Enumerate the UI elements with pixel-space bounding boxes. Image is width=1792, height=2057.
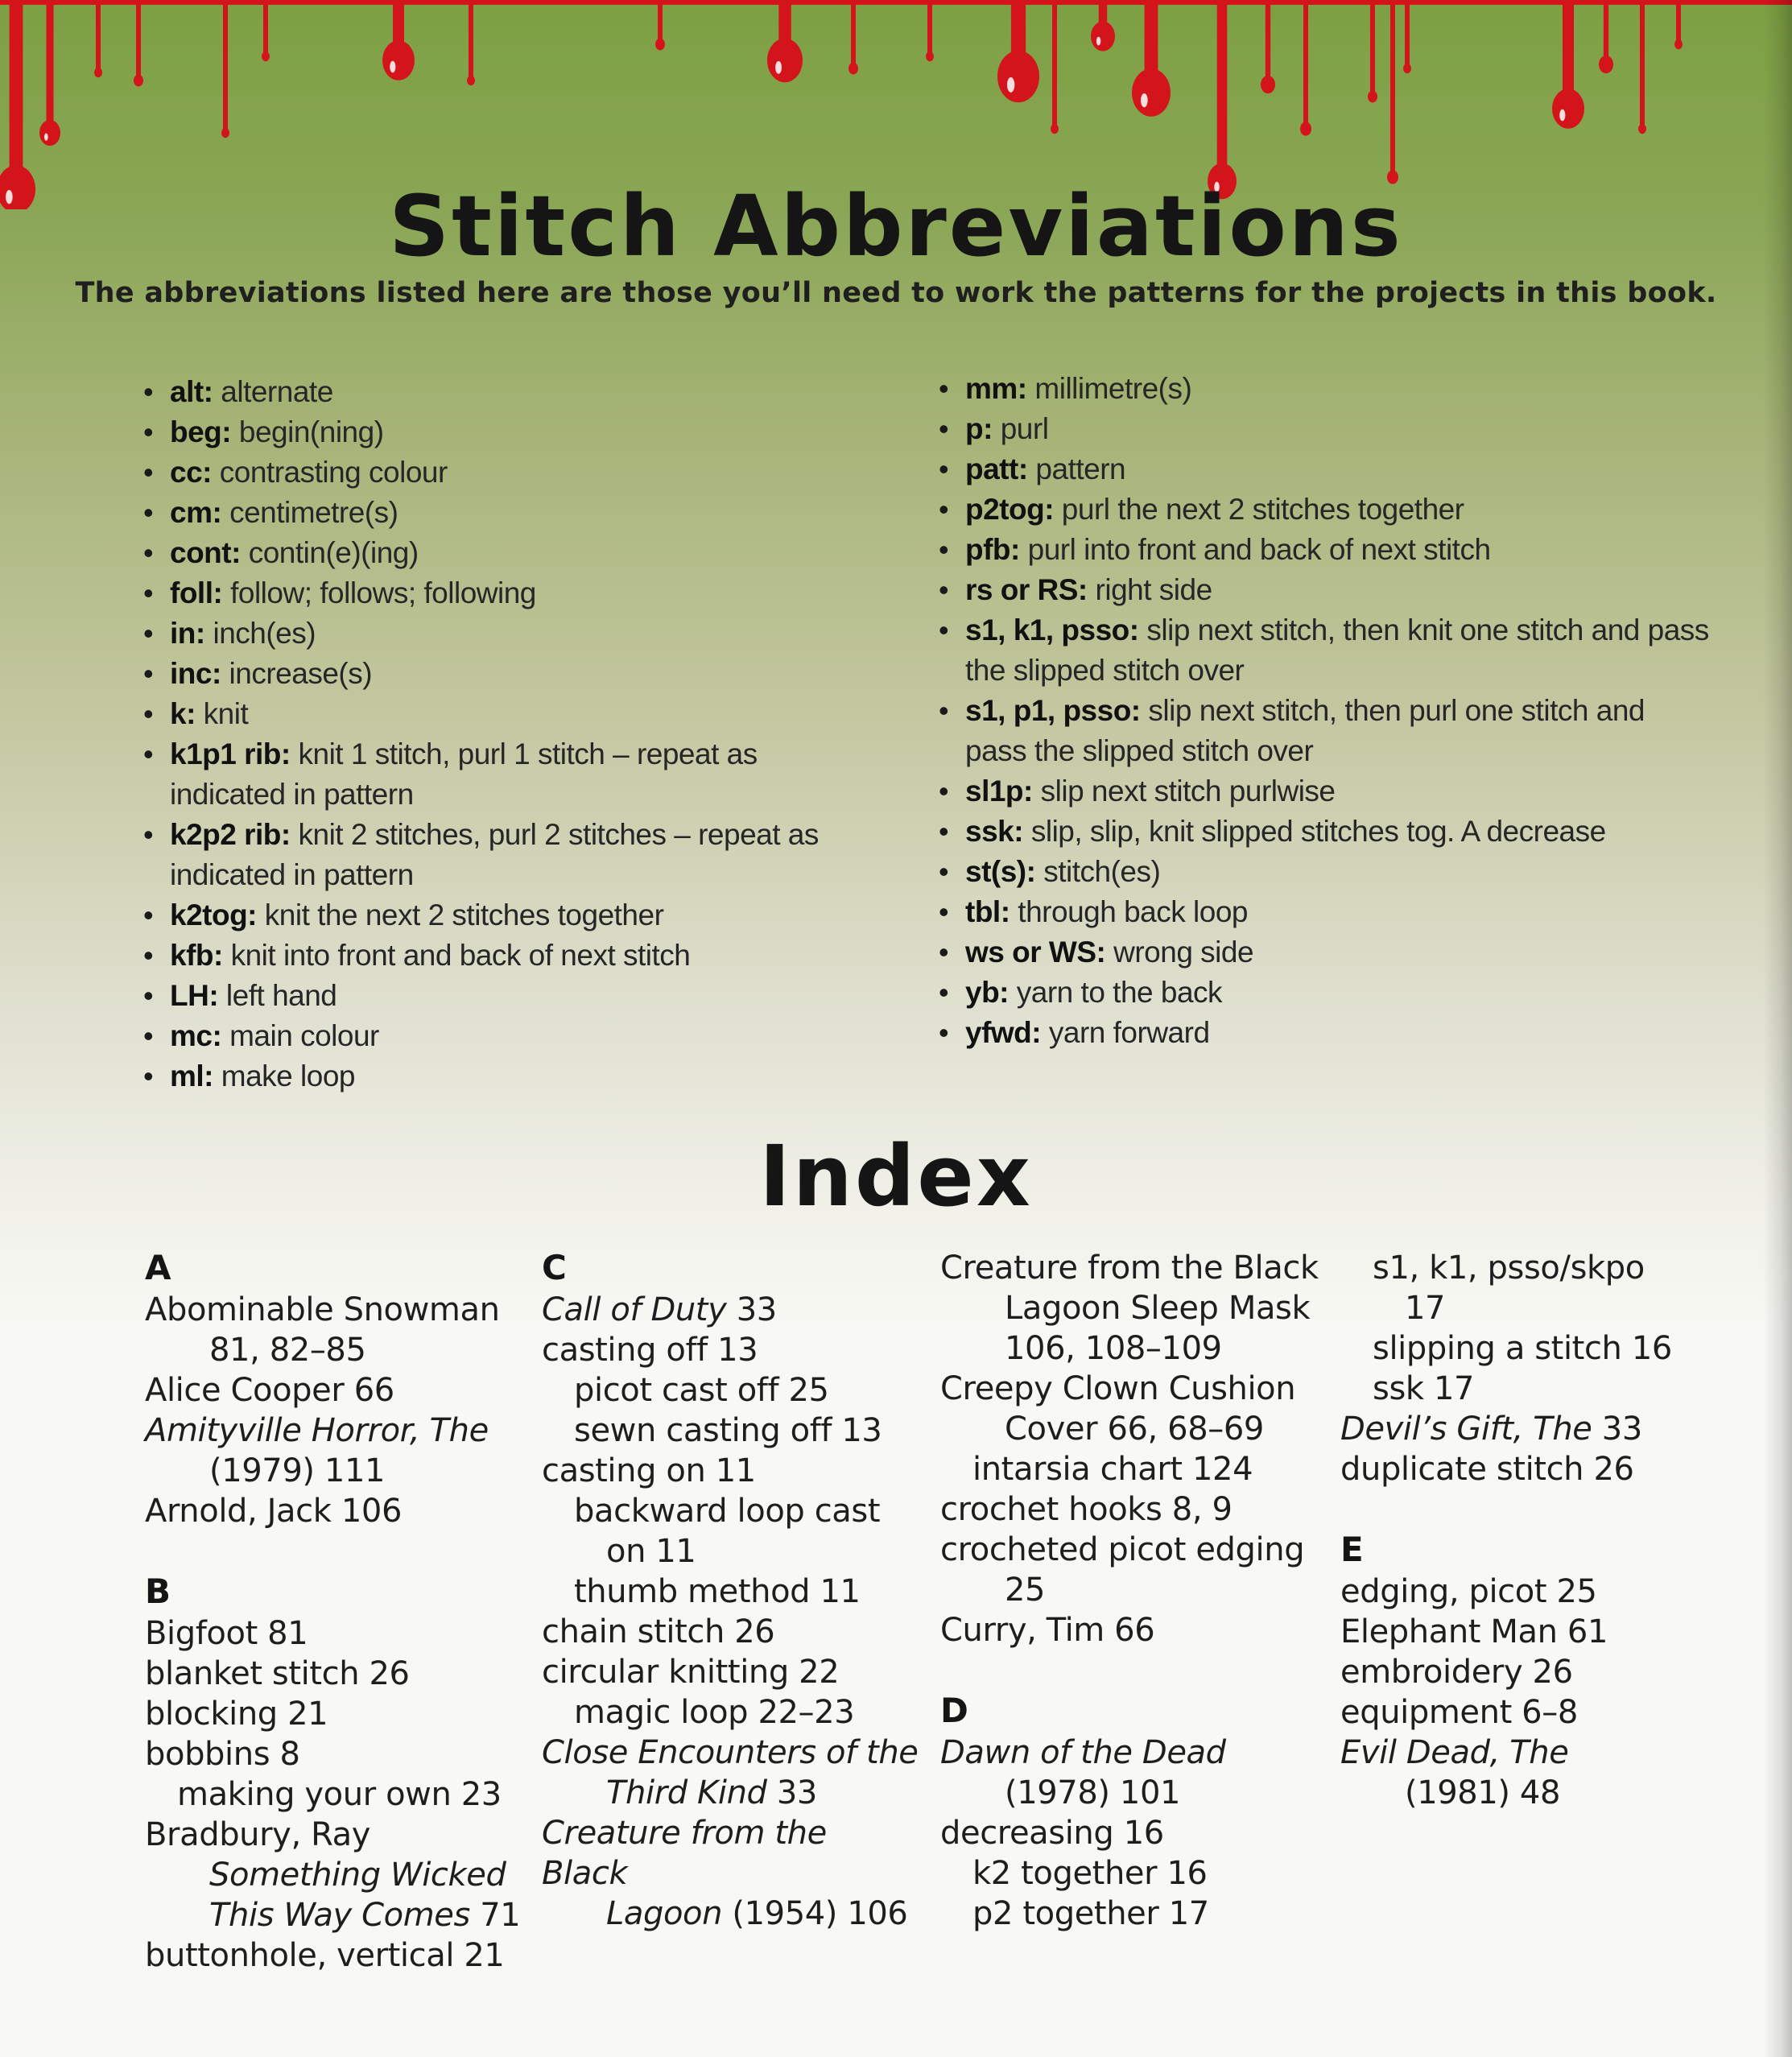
abbreviation-term: cc: <box>170 456 212 489</box>
abbreviation-definition: purl the next 2 stitches together <box>1054 493 1464 526</box>
index-entry-text: p2 together 17 <box>972 1895 1209 1932</box>
index-letter-heading: E <box>1340 1530 1364 1569</box>
abbreviation-definition: increase(s) <box>221 657 373 690</box>
abbreviation-item <box>143 734 852 815</box>
index-entry <box>542 1491 920 1531</box>
index-entry-text: 81, 82–85 <box>209 1332 366 1369</box>
index-entry <box>145 1774 523 1815</box>
abbreviation-definition: main colour <box>221 1019 379 1052</box>
abbreviation-item <box>939 489 1711 530</box>
index-entry-text: Bigfoot 81 <box>145 1615 308 1652</box>
index-entry-title: Dawn of the Dead <box>940 1734 1226 1771</box>
abbreviation-definition: slip next stitch purlwise <box>1032 774 1336 808</box>
abbreviation-term: k2p2 rib: <box>170 818 291 851</box>
abbreviation-item <box>143 1056 852 1097</box>
index-entry <box>542 1652 920 1692</box>
abbreviation-term: sl1p: <box>965 774 1033 808</box>
index-entry-text: (1981) 48 <box>1405 1774 1561 1811</box>
index-entry <box>145 1411 523 1451</box>
index-entry-title: Creature from the Black <box>542 1815 827 1892</box>
index-entry-text: duplicate stitch 26 <box>1340 1451 1634 1488</box>
index-entry <box>145 1694 523 1734</box>
index-entry-text: Cover 66, 68–69 <box>1005 1411 1264 1448</box>
abbreviation-term: s1, p1, psso: <box>965 694 1141 727</box>
index-entry-title: This Way Comes <box>209 1897 470 1934</box>
index-entry-text: 33 <box>726 1291 777 1328</box>
index-entry-text: thumb method 11 <box>574 1573 861 1610</box>
index-entry <box>940 1328 1319 1369</box>
blood-drip <box>1261 0 1275 93</box>
index-spacer <box>940 1650 1319 1691</box>
abbreviation-item <box>939 892 1711 932</box>
index-entry <box>940 1489 1319 1530</box>
abbreviation-term: k: <box>170 697 196 730</box>
blood-drip <box>467 0 475 85</box>
index-entry <box>542 1370 920 1411</box>
abbreviation-item <box>939 973 1711 1013</box>
abbreviations-list-right <box>939 369 1711 1053</box>
abbreviation-item <box>939 449 1711 489</box>
abbreviation-definition: millimetre(s) <box>1026 372 1192 405</box>
blood-drip <box>1368 0 1377 102</box>
abbreviations-title: Stitch Abbreviations <box>389 177 1403 275</box>
abbreviation-term: ml: <box>170 1059 213 1093</box>
index-entry <box>542 1733 920 1773</box>
abbreviation-definition: alternate <box>213 375 333 408</box>
abbreviations-subtitle: The abbreviations listed here are those you’ll need to work the patterns for the projects in this book. <box>75 277 1717 309</box>
index-letter-heading: D <box>940 1691 968 1730</box>
index-entry-text: k2 together 16 <box>972 1855 1208 1892</box>
abbreviation-term: cm: <box>170 496 222 529</box>
abbreviation-term: p: <box>965 412 993 445</box>
abbreviation-item <box>143 1016 852 1056</box>
abbreviation-definition: pattern <box>1027 452 1126 485</box>
index-entry-text: s1, k1, psso/skpo <box>1373 1249 1645 1287</box>
index-entry-text: 33 <box>766 1774 817 1811</box>
abbreviation-term: yfwd: <box>965 1016 1042 1049</box>
index-entry <box>542 1572 920 1612</box>
blood-drip <box>997 0 1039 102</box>
blood-drip <box>1638 0 1646 134</box>
abbreviations-list-left <box>143 372 852 1097</box>
index-entry-text: Alice Cooper 66 <box>145 1372 394 1409</box>
index-spacer <box>145 1531 523 1572</box>
index-entry <box>542 1290 920 1330</box>
blood-drip <box>39 0 60 146</box>
index-entry <box>940 1894 1319 1934</box>
index-entry <box>940 1813 1319 1853</box>
index-column-3 <box>940 1248 1319 1934</box>
abbreviation-item <box>939 530 1711 570</box>
index-entry-title: Something Wicked <box>209 1857 506 1894</box>
index-entry <box>145 1654 523 1694</box>
index-entry-text: Bradbury, Ray <box>145 1816 370 1853</box>
index-entry-text: 25 <box>1005 1572 1046 1609</box>
index-entry-title: Third Kind <box>606 1774 767 1811</box>
blood-drip <box>655 0 665 50</box>
index-entry <box>940 1369 1319 1409</box>
index-entry-text: casting off 13 <box>542 1332 758 1369</box>
abbreviation-item <box>939 932 1711 973</box>
abbreviation-item <box>939 691 1711 771</box>
index-entry-text: circular knitting 22 <box>542 1654 840 1691</box>
index-entry-text: making your own 23 <box>177 1776 502 1813</box>
abbreviation-item <box>143 452 852 493</box>
abbreviation-item <box>939 570 1711 610</box>
abbreviation-definition: purl into front and back of next stitch <box>1019 533 1491 566</box>
abbreviation-item <box>143 412 852 452</box>
abbreviation-definition: knit 2 stitches, purl 2 stitches – repeat as indicated in pattern <box>170 818 819 891</box>
blood-drip <box>849 0 858 74</box>
index-entry-text: crocheted picot edging <box>940 1531 1305 1568</box>
abbreviation-term: k2tog: <box>170 898 257 931</box>
index-entry-text: magic loop 22–23 <box>574 1694 855 1731</box>
abbreviation-term: beg: <box>170 415 232 448</box>
index-entry-title: Amityville Horror, The <box>145 1412 489 1449</box>
blood-drip-edge <box>0 0 1792 5</box>
abbreviation-term: ssk: <box>965 815 1024 848</box>
abbreviation-term: yb: <box>965 976 1009 1009</box>
abbreviation-item <box>143 694 852 734</box>
abbreviation-definition: through back loop <box>1010 895 1248 928</box>
index-entry <box>145 1370 523 1411</box>
abbreviation-item <box>143 895 852 936</box>
index-entry <box>542 1773 920 1813</box>
abbreviation-term: k1p1 rib: <box>170 737 291 770</box>
abbreviation-term: ws or WS: <box>965 936 1106 969</box>
abbreviation-term: rs or RS: <box>965 573 1088 606</box>
abbreviation-term: in: <box>170 617 205 650</box>
index-entry <box>145 1855 523 1895</box>
abbreviation-definition: knit 1 stitch, purl 1 stitch – repeat as indicated in pattern <box>170 737 758 811</box>
index-entry-text: intarsia chart 124 <box>972 1451 1253 1488</box>
index-entry-text: embroidery 26 <box>1340 1654 1573 1691</box>
index-entry <box>542 1411 920 1451</box>
index-entry <box>1340 1449 1719 1489</box>
abbreviation-item <box>143 493 852 533</box>
index-entry-text: (1954) 106 <box>722 1895 908 1932</box>
index-entry-text: decreasing 16 <box>940 1815 1164 1852</box>
index-entry <box>145 1935 523 1976</box>
abbreviation-definition: slip, slip, knit slipped stitches tog. A decrease <box>1023 815 1606 848</box>
index-entry <box>940 1570 1319 1610</box>
abbreviation-term: tbl: <box>965 895 1010 928</box>
index-entry-text: bobbins 8 <box>145 1736 300 1773</box>
abbreviation-term: alt: <box>170 375 213 408</box>
index-letter-heading: C <box>542 1248 567 1287</box>
index-entry-text: buttonhole, vertical 21 <box>145 1937 505 1974</box>
index-entry-text: blocking 21 <box>145 1696 328 1733</box>
index-entry-text: casting on 11 <box>542 1452 756 1489</box>
abbreviation-item <box>143 815 852 895</box>
index-entry-text: slipping a stitch 16 <box>1373 1330 1672 1367</box>
abbreviation-definition: knit the next 2 stitches together <box>257 898 664 931</box>
index-entry-text: Elephant Man 61 <box>1340 1613 1608 1650</box>
abbreviation-item <box>143 936 852 976</box>
blood-drip <box>1674 0 1683 49</box>
abbreviation-item <box>939 812 1711 852</box>
index-entry <box>145 1815 523 1855</box>
abbreviation-term: st(s): <box>965 855 1036 888</box>
index-entry-text: Arnold, Jack 106 <box>145 1493 402 1530</box>
index-entry <box>542 1330 920 1370</box>
index-title: Index <box>759 1127 1033 1225</box>
index-entry-text: backward loop cast <box>574 1493 881 1530</box>
index-entry-text: (1978) 101 <box>1005 1774 1181 1811</box>
index-entry <box>940 1449 1319 1489</box>
index-entry-title: Call of Duty <box>542 1291 727 1328</box>
index-entry <box>542 1813 920 1894</box>
abbreviation-item <box>939 1013 1711 1053</box>
abbreviation-definition: yarn forward <box>1041 1016 1210 1049</box>
blood-drip <box>926 0 934 61</box>
index-entry-text: equipment 6–8 <box>1340 1694 1578 1731</box>
index-entry <box>542 1612 920 1652</box>
blood-drip <box>1091 0 1115 52</box>
abbreviation-definition: left hand <box>218 979 337 1012</box>
abbreviation-term: foll: <box>170 576 223 609</box>
index-entry <box>145 1330 523 1370</box>
blood-drip <box>767 0 803 82</box>
abbreviation-item <box>939 610 1711 691</box>
index-column-4 <box>1340 1248 1719 1813</box>
blood-drip <box>262 0 270 61</box>
abbreviation-term: pfb: <box>965 533 1020 566</box>
index-entry-text: blanket stitch 26 <box>145 1655 410 1692</box>
index-entry-title: Devil’s Gift, The <box>1340 1411 1592 1448</box>
abbreviation-definition: begin(ning) <box>231 415 384 448</box>
index-entry <box>1340 1773 1719 1813</box>
blood-drip <box>1403 0 1411 73</box>
index-entry-text: 33 <box>1592 1411 1642 1448</box>
abbreviation-item <box>939 369 1711 409</box>
index-entry-text: picot cast off 25 <box>574 1372 829 1409</box>
abbreviation-item <box>143 533 852 573</box>
index-entry-text: 71 <box>469 1897 521 1934</box>
index-entry <box>940 1610 1319 1650</box>
abbreviation-definition: contrasting colour <box>211 456 448 489</box>
abbreviation-term: inc: <box>170 657 221 690</box>
index-entry <box>145 1734 523 1774</box>
abbreviation-term: patt: <box>965 452 1028 485</box>
index-entry-text: crochet hooks 8, 9 <box>940 1491 1233 1528</box>
index-entry <box>145 1613 523 1654</box>
abbreviation-definition: slip next stitch, then knit one stitch and pass the slipped stitch over <box>965 613 1709 687</box>
blood-drip <box>1208 0 1237 199</box>
abbreviation-definition: wrong side <box>1105 936 1254 969</box>
abbreviation-definition: centimetre(s) <box>221 496 398 529</box>
index-entry-text: ssk 17 <box>1373 1370 1475 1407</box>
index-entry <box>1340 1652 1719 1692</box>
index-entry <box>940 1733 1319 1773</box>
abbreviation-term: mm: <box>965 372 1027 405</box>
index-entry-text: Abominable Snowman <box>145 1291 500 1328</box>
blood-drip <box>1599 0 1613 73</box>
index-spacer <box>1340 1489 1719 1530</box>
abbreviation-definition: purl <box>992 412 1049 445</box>
abbreviation-definition: knit <box>195 697 249 730</box>
index-entry <box>145 1491 523 1531</box>
index-entry <box>940 1409 1319 1449</box>
index-entry <box>940 1773 1319 1813</box>
abbreviation-term: LH: <box>170 979 219 1012</box>
index-entry <box>1340 1328 1719 1369</box>
abbreviation-item <box>939 409 1711 449</box>
index-entry-text: edging, picot 25 <box>1340 1573 1597 1610</box>
abbreviation-item <box>143 573 852 613</box>
index-entry-title: Evil Dead, The <box>1340 1734 1569 1771</box>
abbreviation-item <box>143 976 852 1016</box>
index-entry <box>1340 1612 1719 1652</box>
abbreviation-definition: knit into front and back of next stitch <box>222 939 691 972</box>
abbreviation-definition: contin(e)(ing) <box>240 536 419 569</box>
blood-drip <box>1552 0 1584 129</box>
abbreviation-item <box>939 771 1711 812</box>
index-entry-title: Close Encounters of the <box>542 1734 919 1771</box>
blood-drip <box>1051 0 1059 134</box>
index-entry-text: chain stitch 26 <box>542 1613 775 1650</box>
abbreviation-term: kfb: <box>170 939 223 972</box>
index-entry <box>542 1451 920 1491</box>
blood-drip <box>1132 0 1171 117</box>
index-entry-text: 106, 108–109 <box>1005 1330 1222 1367</box>
index-entry-text: Lagoon Sleep Mask <box>1005 1290 1311 1327</box>
blood-drip <box>221 0 229 138</box>
abbreviation-definition: follow; follows; following <box>222 576 536 609</box>
abbreviation-term: p2tog: <box>965 493 1055 526</box>
abbreviation-item <box>939 852 1711 892</box>
abbreviation-item <box>143 372 852 412</box>
index-letter-heading: A <box>145 1248 171 1287</box>
index-column-2 <box>542 1248 920 1934</box>
index-entry-text: Creature from the Black <box>940 1249 1319 1287</box>
abbreviation-definition: inch(es) <box>204 617 316 650</box>
abbreviation-definition: make loop <box>213 1059 355 1093</box>
index-entry-text: 17 <box>1405 1290 1446 1327</box>
blood-drip <box>94 0 102 77</box>
index-entry-text: sewn casting off 13 <box>574 1412 882 1449</box>
index-entry <box>1340 1733 1719 1773</box>
index-entry <box>940 1530 1319 1570</box>
abbreviation-term: mc: <box>170 1019 222 1052</box>
index-entry <box>145 1290 523 1330</box>
blood-drip <box>134 0 143 86</box>
abbreviation-definition: yarn to the back <box>1009 976 1223 1009</box>
index-entry-text: (1979) 111 <box>209 1452 386 1489</box>
index-entry <box>1340 1572 1719 1612</box>
abbreviation-definition: slip next stitch, then purl one stitch and pass the slipped stitch over <box>965 694 1645 767</box>
index-entry <box>145 1895 523 1935</box>
index-entry <box>1340 1248 1719 1288</box>
index-entry <box>940 1248 1319 1288</box>
index-entry <box>1340 1409 1719 1449</box>
abbreviation-definition: right side <box>1087 573 1212 606</box>
index-entry <box>145 1451 523 1491</box>
index-entry <box>542 1692 920 1733</box>
abbreviation-item <box>143 654 852 694</box>
index-entry <box>940 1853 1319 1894</box>
index-entry <box>1340 1288 1719 1328</box>
index-entry <box>1340 1369 1719 1409</box>
abbreviation-item <box>143 613 852 654</box>
index-letter-heading: B <box>145 1572 171 1611</box>
blood-drip <box>382 0 415 81</box>
index-entry <box>1340 1692 1719 1733</box>
blood-drip <box>1387 0 1398 184</box>
blood-drip <box>1300 0 1311 136</box>
abbreviation-definition: stitch(es) <box>1035 855 1161 888</box>
index-column-1 <box>145 1248 523 1976</box>
index-entry <box>940 1288 1319 1328</box>
abbreviation-term: s1, k1, psso: <box>965 613 1139 646</box>
abbreviation-term: cont: <box>170 536 241 569</box>
index-entry <box>542 1531 920 1572</box>
index-entry-title: Lagoon <box>606 1895 723 1932</box>
index-entry-text: on 11 <box>606 1533 696 1570</box>
index-entry <box>542 1894 920 1934</box>
index-entry-text: Creepy Clown Cushion <box>940 1370 1296 1407</box>
index-entry-text: Curry, Tim 66 <box>940 1612 1155 1649</box>
